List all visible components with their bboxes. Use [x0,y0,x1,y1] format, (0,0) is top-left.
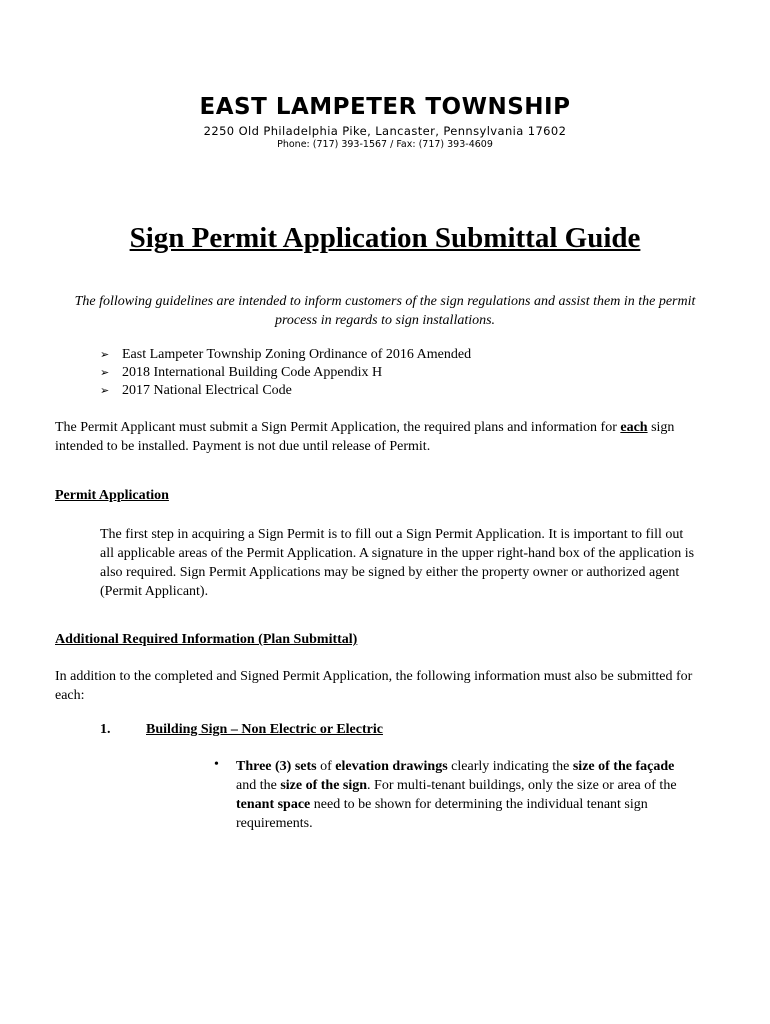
item-number: 1. [100,722,111,737]
arrow-bullet-icon: ➢ [100,349,110,361]
bullet-icon: • [214,757,219,772]
emphasis-each: each [620,420,648,435]
intro-paragraph: The following guidelines are intended to inform customers of the sign regulations and assist them in the permit process in regards to sign installations. [74,294,696,328]
permit-application-body: The first step in acquiring a Sign Permit is to fill out a Sign Permit Application. It is important to fill out all applicable areas of the Permit Application. A signature in the upper right-hand box of the application is also required. Sign Permit Applications may be signed by either the property owner or authorized agent (Permit Applicant). [100,527,695,599]
bold-text: elevation drawings [335,759,448,774]
paragraph-text: The Permit Applicant must submit a Sign Permit Application, the required plans and information for [55,420,621,435]
bold-text: size of the façade [572,759,675,774]
plain-text: need to be shown for determining the individual tenant sign requirements. [236,797,648,831]
organization-phone-fax: Phone: (717) 393-1567 / Fax: (717) 393-4609 [277,139,493,150]
paragraph-text: sign intended to be installed. Payment is not due until release of Permit. [55,420,675,454]
bold-text: tenant space [236,797,311,812]
additional-info-body: In addition to the completed and Signed Permit Application, the following information must also be submitted for each: [55,669,693,703]
permit-application-heading: Permit Application [55,488,169,503]
arrow-bullet-icon: ➢ [100,367,110,379]
list-item [100,364,471,382]
additional-info-heading: Additional Required Information (Plan Submittal) [55,632,358,647]
document-title: Sign Permit Application Submittal Guide [129,222,641,254]
reference-text: 2017 National Electrical Code [122,383,292,398]
list-item [100,382,471,400]
organization-address: 2250 Old Philadelphia Pike, Lancaster, Pennsylvania 17602 [203,124,567,138]
submission-requirement-paragraph [55,418,715,456]
list-item [100,346,471,364]
bold-text: size of the sign [280,778,368,793]
item-title: Building Sign – Non Electric or Electric [146,722,383,737]
plain-text: clearly indicating the [447,759,573,774]
reference-text: East Lampeter Township Zoning Ordinance of 2016 Amended [122,347,472,362]
arrow-bullet-icon: ➢ [100,385,110,397]
plain-text: and the [236,778,281,793]
reference-text: 2018 International Building Code Appendix H [122,365,383,380]
plain-text: of [316,759,336,774]
reference-list [100,346,471,400]
plain-text: . For multi-tenant buildings, only the size or area of the [367,778,677,793]
bold-text: Three (3) sets [236,759,317,774]
organization-name: EAST LAMPETER TOWNSHIP [199,94,571,120]
bullet-text [236,757,696,833]
